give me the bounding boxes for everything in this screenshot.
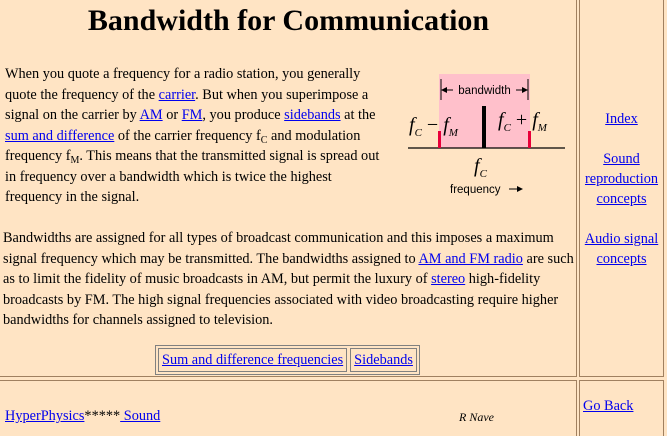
intro-paragraph bbox=[5, 64, 387, 208]
am-fm-radio-link[interactable]: AM and FM radio bbox=[418, 250, 523, 267]
upper-sideband-label: $f_C + f_M$ bbox=[498, 109, 547, 134]
detail-text: high-fidelity broadcasts by FM. The high signal frequencies associated with video broadcasting require higher bandwidths for channels assigned to television. bbox=[3, 271, 559, 328]
subscript-m: M bbox=[70, 155, 80, 166]
detail-text: are such as to limit the fidelity of music broadcasts in AM, but permit the luxury of bbox=[3, 250, 574, 287]
link-line[interactable]: Sound bbox=[603, 151, 640, 167]
stereo-link[interactable]: stereo bbox=[431, 271, 466, 287]
intro-text: When you quote a frequency for a radio station, you generally quote the frequency of the bbox=[5, 66, 361, 103]
go-back-link[interactable]: Go Back bbox=[583, 398, 634, 414]
sound-link[interactable]: Sound bbox=[120, 408, 161, 424]
related-link-cell bbox=[350, 348, 417, 372]
intro-text: of the carrier frequency f bbox=[114, 127, 261, 144]
subscript-c: C bbox=[260, 134, 268, 146]
carrier-line bbox=[482, 106, 486, 148]
sidebands-link[interactable]: sidebands bbox=[284, 107, 341, 123]
link-line[interactable]: reproduction bbox=[584, 171, 659, 187]
related-links-table bbox=[155, 345, 420, 375]
index-link[interactable]: Index bbox=[605, 111, 638, 127]
fm-link[interactable]: FM bbox=[181, 107, 203, 123]
related-link-cell bbox=[158, 348, 347, 372]
sidebar-sound-reproduction bbox=[579, 149, 664, 209]
author-credit: R Nave bbox=[459, 410, 494, 424]
intro-text: . But when you superimpose a signal on the carrier by bbox=[5, 86, 369, 123]
link-line[interactable]: concepts bbox=[596, 191, 647, 207]
detail-paragraph bbox=[3, 228, 575, 331]
detail-text: Bandwidths are assigned for all types of broadcast communication and this imposes a maximum signal frequency which may be transmitted. The bandwidths assigned to bbox=[3, 230, 554, 267]
intro-text: , you produce bbox=[202, 107, 285, 123]
am-link[interactable]: AM bbox=[139, 107, 163, 123]
sidebar-audio-signal bbox=[579, 229, 664, 269]
sum-and-difference-link[interactable]: sum and difference bbox=[5, 127, 115, 144]
bandwidth-diagram bbox=[405, 74, 570, 198]
footer-nav bbox=[5, 408, 160, 425]
sidebar-index bbox=[579, 109, 664, 129]
link-line[interactable]: concepts bbox=[596, 251, 647, 267]
sum-and-difference-frequencies-link[interactable]: Sum and difference frequencies bbox=[162, 352, 344, 368]
upper-sideband-line bbox=[528, 131, 531, 148]
rating-stars: ***** bbox=[84, 408, 121, 424]
page-title: Bandwidth for Communication bbox=[87, 4, 490, 37]
intro-text: and modulation frequency f bbox=[5, 127, 361, 164]
intro-text: at the bbox=[340, 107, 376, 123]
carrier-label: $f_C$ bbox=[474, 155, 487, 180]
sound-reproduction-link[interactable] bbox=[585, 151, 658, 207]
audio-signal-concepts-link[interactable] bbox=[585, 231, 658, 267]
frequency-arrow-head bbox=[517, 186, 523, 192]
bandwidth-label: bandwidth bbox=[458, 85, 511, 97]
lower-sideband-label: $f_C - f_M$ bbox=[409, 114, 458, 139]
hyperphysics-link[interactable]: HyperPhysics bbox=[5, 408, 85, 424]
carrier-link[interactable]: carrier bbox=[158, 86, 196, 103]
sidebands-related-link[interactable]: Sidebands bbox=[354, 352, 413, 368]
intro-text: . This means that the transmitted signal is spread out in frequency over a bandwidth which is twice the highest frequency in the signal. bbox=[5, 148, 380, 205]
frequency-label: frequency bbox=[450, 184, 501, 196]
link-line[interactable]: Audio signal bbox=[584, 231, 659, 247]
intro-text: or bbox=[162, 107, 182, 123]
